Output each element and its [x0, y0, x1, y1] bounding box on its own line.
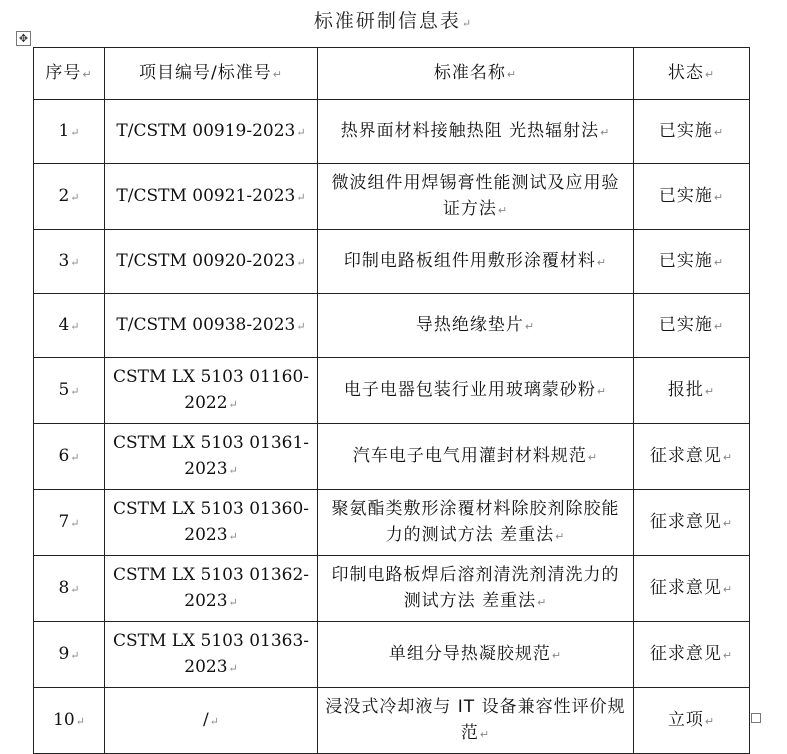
row-name: 单组分导热凝胶规范↵	[318, 622, 634, 688]
table-row	[34, 688, 750, 754]
row-number: 6↵	[34, 424, 105, 490]
header-cell-name: 标准名称↵	[318, 48, 634, 100]
row-name: 聚氨酯类敷形涂覆材料除胶剂除胶能力的测试方法 差重法↵	[318, 490, 634, 556]
table-row	[34, 358, 750, 424]
header-cell-status: 状态↵	[634, 48, 750, 100]
row-code: CSTM LX 5103 01360-2023↵	[105, 490, 318, 556]
row-number: 5↵	[34, 358, 105, 424]
row-name: 热界面材料接触热阻 光热辐射法↵	[318, 100, 634, 164]
table-row	[34, 230, 750, 294]
table-row	[34, 556, 750, 622]
table-resize-handle[interactable]	[751, 713, 761, 723]
row-code: CSTM LX 5103 01363-2023↵	[105, 622, 318, 688]
table-row	[34, 490, 750, 556]
row-code: CSTM LX 5103 01361-2023↵	[105, 424, 318, 490]
row-number: 2↵	[34, 164, 105, 230]
row-name: 汽车电子电气用灌封材料规范↵	[318, 424, 634, 490]
row-number: 1↵	[34, 100, 105, 164]
row-status: 已实施↵	[634, 230, 750, 294]
row-number: 7↵	[34, 490, 105, 556]
row-code: T/CSTM 00921-2023↵	[105, 164, 318, 230]
row-number: 9↵	[34, 622, 105, 688]
table-row	[34, 294, 750, 358]
table-row	[34, 100, 750, 164]
header-cell-code: 项目编号/标准号↵	[105, 48, 318, 100]
row-code: /↵	[105, 688, 318, 754]
row-code: T/CSTM 00938-2023↵	[105, 294, 318, 358]
table-move-handle-icon[interactable]: ✥	[16, 31, 31, 46]
row-status: 立项↵	[634, 688, 750, 754]
row-status: 征求意见↵	[634, 424, 750, 490]
row-name: 印制电路板组件用敷形涂覆材料↵	[318, 230, 634, 294]
row-number: 4↵	[34, 294, 105, 358]
table-row	[34, 164, 750, 230]
row-code: T/CSTM 00919-2023↵	[105, 100, 318, 164]
row-code: CSTM LX 5103 01160-2022↵	[105, 358, 318, 424]
table-row	[34, 622, 750, 688]
row-name: 印制电路板焊后溶剂清洗剂清洗力的测试方法 差重法↵	[318, 556, 634, 622]
row-number: 3↵	[34, 230, 105, 294]
standards-table	[33, 47, 750, 754]
row-number: 8↵	[34, 556, 105, 622]
row-status: 已实施↵	[634, 294, 750, 358]
row-code: CSTM LX 5103 01362-2023↵	[105, 556, 318, 622]
table-header-row	[34, 48, 750, 100]
row-status: 征求意见↵	[634, 490, 750, 556]
row-name: 导热绝缘垫片↵	[318, 294, 634, 358]
row-name: 浸没式冷却液与 IT 设备兼容性评价规范↵	[318, 688, 634, 754]
row-number: 10↵	[34, 688, 105, 754]
row-status: 征求意见↵	[634, 556, 750, 622]
page-title: 标准研制信息表↵	[313, 10, 474, 32]
table-row	[34, 424, 750, 490]
row-name: 电子电器包装行业用玻璃蒙砂粉↵	[318, 358, 634, 424]
header-cell-no: 序号↵	[34, 48, 105, 100]
row-status: 已实施↵	[634, 164, 750, 230]
row-status: 报批↵	[634, 358, 750, 424]
row-status: 已实施↵	[634, 100, 750, 164]
row-code: T/CSTM 00920-2023↵	[105, 230, 318, 294]
row-status: 征求意见↵	[634, 622, 750, 688]
row-name: 微波组件用焊锡膏性能测试及应用验证方法↵	[318, 164, 634, 230]
